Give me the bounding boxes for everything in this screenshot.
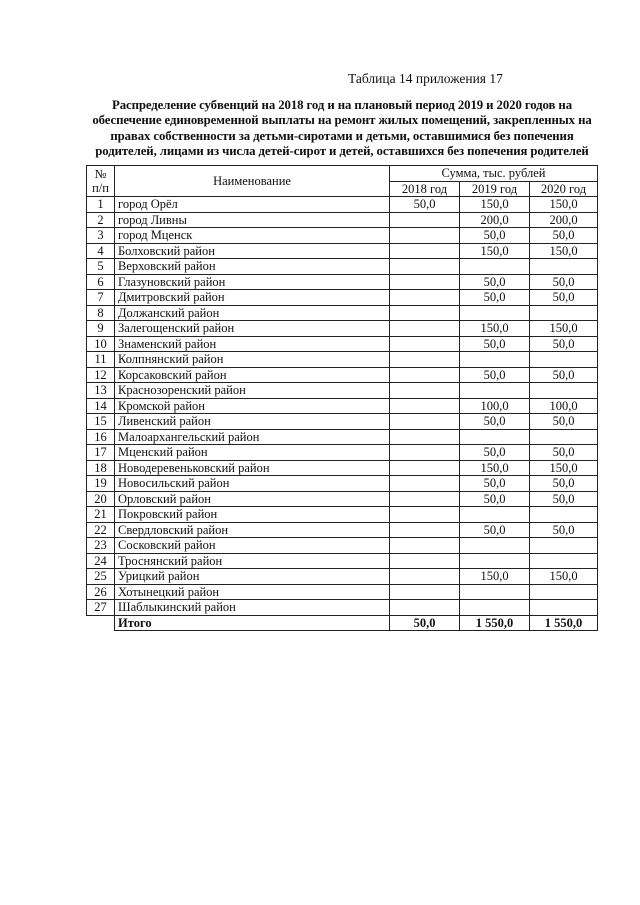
row-name: Знаменский район <box>115 336 390 352</box>
table-row <box>87 274 598 290</box>
row-name: Троснянский район <box>115 553 390 569</box>
table-row <box>87 600 598 616</box>
row-value-2018 <box>390 321 460 337</box>
row-value-2020 <box>530 259 598 275</box>
table-body <box>87 197 598 616</box>
row-number: 16 <box>87 429 115 445</box>
row-value-2020: 150,0 <box>530 197 598 213</box>
row-value-2020: 150,0 <box>530 569 598 585</box>
row-value-2019: 50,0 <box>460 414 530 430</box>
row-value-2019: 200,0 <box>460 212 530 228</box>
row-value-2019 <box>460 600 530 616</box>
table-row <box>87 352 598 368</box>
title-line: Распределение субвенций на 2018 год и на плановый период 2019 и 2020 годов на <box>112 98 572 112</box>
row-value-2018 <box>390 538 460 554</box>
subsidy-table <box>86 165 598 631</box>
row-value-2018 <box>390 414 460 430</box>
table-row <box>87 569 598 585</box>
row-value-2020: 50,0 <box>530 228 598 244</box>
table-row <box>87 259 598 275</box>
total-2018: 50,0 <box>390 615 460 631</box>
header-year-2018: 2018 год <box>390 181 460 197</box>
table-row <box>87 243 598 259</box>
row-value-2018 <box>390 445 460 461</box>
row-name: Болховский район <box>115 243 390 259</box>
row-value-2019: 50,0 <box>460 367 530 383</box>
row-value-2020 <box>530 553 598 569</box>
row-name: Верховский район <box>115 259 390 275</box>
table-row <box>87 336 598 352</box>
row-value-2018 <box>390 476 460 492</box>
row-value-2018 <box>390 569 460 585</box>
row-value-2020 <box>530 305 598 321</box>
row-name: Краснозоренский район <box>115 383 390 399</box>
document-title <box>86 98 598 159</box>
row-value-2018 <box>390 336 460 352</box>
header-number-abbr: п/п <box>92 181 109 195</box>
row-value-2019 <box>460 584 530 600</box>
row-number: 24 <box>87 553 115 569</box>
row-value-2019 <box>460 429 530 445</box>
total-row <box>87 615 598 631</box>
row-name: город Ливны <box>115 212 390 228</box>
row-name: Кромской район <box>115 398 390 414</box>
row-value-2018 <box>390 553 460 569</box>
title-line: обеспечение единовременной выплаты на ремонт жилых помещений, закрепленных на <box>92 113 592 128</box>
row-number: 22 <box>87 522 115 538</box>
row-value-2019: 50,0 <box>460 336 530 352</box>
row-name: Хотынецкий район <box>115 584 390 600</box>
table-row <box>87 460 598 476</box>
title-line: правах собственности за детьми-сиротами и детьми, оставшимися без попечения <box>110 128 574 143</box>
row-value-2019: 50,0 <box>460 445 530 461</box>
header-year-2019: 2019 год <box>460 181 530 197</box>
row-number: 21 <box>87 507 115 523</box>
row-value-2020: 150,0 <box>530 243 598 259</box>
row-value-2020: 50,0 <box>530 367 598 383</box>
row-value-2020 <box>530 352 598 368</box>
row-name: Корсаковский район <box>115 367 390 383</box>
row-value-2019: 150,0 <box>460 460 530 476</box>
table-row <box>87 398 598 414</box>
row-value-2019: 150,0 <box>460 243 530 259</box>
row-number: 2 <box>87 212 115 228</box>
table-row <box>87 476 598 492</box>
row-value-2018 <box>390 429 460 445</box>
total-2019: 1 550,0 <box>460 615 530 631</box>
row-name: Залегощенский район <box>115 321 390 337</box>
row-name: Новодеревеньковский район <box>115 460 390 476</box>
row-name: Покровский район <box>115 507 390 523</box>
row-number: 9 <box>87 321 115 337</box>
row-value-2018 <box>390 522 460 538</box>
row-value-2019: 150,0 <box>460 197 530 213</box>
table-row <box>87 491 598 507</box>
row-number: 3 <box>87 228 115 244</box>
row-value-2018 <box>390 600 460 616</box>
row-value-2020: 50,0 <box>530 274 598 290</box>
row-name: Должанский район <box>115 305 390 321</box>
table-row <box>87 507 598 523</box>
header-year-2020: 2020 год <box>530 181 598 197</box>
row-value-2020: 100,0 <box>530 398 598 414</box>
row-number: 12 <box>87 367 115 383</box>
table-row <box>87 212 598 228</box>
row-value-2019: 50,0 <box>460 491 530 507</box>
row-value-2020: 150,0 <box>530 321 598 337</box>
table-caption: Таблица 14 приложения 17 <box>348 71 503 86</box>
title-line: родителей, лицами из числа детей-сирот и детей, оставшихся без попечения родителей <box>95 143 589 158</box>
header-number-symbol: № <box>94 167 107 181</box>
table-row <box>87 553 598 569</box>
row-value-2019 <box>460 553 530 569</box>
table-row <box>87 538 598 554</box>
header-sum: Сумма, тыс. рублей <box>390 166 598 182</box>
row-value-2019: 150,0 <box>460 321 530 337</box>
row-value-2019: 50,0 <box>460 228 530 244</box>
row-value-2020 <box>530 600 598 616</box>
row-value-2019: 50,0 <box>460 476 530 492</box>
row-value-2019 <box>460 383 530 399</box>
row-name: Орловский район <box>115 491 390 507</box>
row-name: Новосильский район <box>115 476 390 492</box>
row-value-2018 <box>390 383 460 399</box>
row-value-2018 <box>390 243 460 259</box>
total-number-cell <box>87 615 115 631</box>
row-value-2018 <box>390 507 460 523</box>
row-number: 13 <box>87 383 115 399</box>
row-number: 4 <box>87 243 115 259</box>
row-number: 18 <box>87 460 115 476</box>
row-value-2020: 50,0 <box>530 476 598 492</box>
row-number: 7 <box>87 290 115 306</box>
row-number: 5 <box>87 259 115 275</box>
row-value-2020: 200,0 <box>530 212 598 228</box>
table-row <box>87 321 598 337</box>
row-value-2018 <box>390 274 460 290</box>
row-value-2020: 50,0 <box>530 336 598 352</box>
row-value-2020: 50,0 <box>530 290 598 306</box>
total-label: Итого <box>115 615 390 631</box>
row-value-2019 <box>460 259 530 275</box>
row-value-2020 <box>530 507 598 523</box>
row-value-2020: 50,0 <box>530 414 598 430</box>
row-name: Урицкий район <box>115 569 390 585</box>
row-number: 20 <box>87 491 115 507</box>
row-value-2020: 50,0 <box>530 522 598 538</box>
table-row <box>87 228 598 244</box>
table-row <box>87 445 598 461</box>
row-number: 26 <box>87 584 115 600</box>
row-value-2019 <box>460 352 530 368</box>
row-value-2019: 50,0 <box>460 522 530 538</box>
row-value-2019: 100,0 <box>460 398 530 414</box>
table-row <box>87 383 598 399</box>
row-value-2018 <box>390 228 460 244</box>
row-number: 11 <box>87 352 115 368</box>
row-name: Колпнянский район <box>115 352 390 368</box>
table-row <box>87 290 598 306</box>
row-name: Малоархангельский район <box>115 429 390 445</box>
row-name: Сосковский район <box>115 538 390 554</box>
table-row <box>87 367 598 383</box>
row-number: 23 <box>87 538 115 554</box>
row-value-2020: 50,0 <box>530 491 598 507</box>
row-value-2018 <box>390 367 460 383</box>
row-value-2020: 50,0 <box>530 445 598 461</box>
row-name: Глазуновский район <box>115 274 390 290</box>
header-name: Наименование <box>115 166 390 197</box>
row-number: 17 <box>87 445 115 461</box>
total-2020: 1 550,0 <box>530 615 598 631</box>
row-value-2018 <box>390 212 460 228</box>
row-value-2018 <box>390 460 460 476</box>
row-value-2020: 150,0 <box>530 460 598 476</box>
row-value-2020 <box>530 383 598 399</box>
row-value-2019 <box>460 305 530 321</box>
row-value-2019 <box>460 538 530 554</box>
row-value-2020 <box>530 429 598 445</box>
row-number: 19 <box>87 476 115 492</box>
row-name: город Мценск <box>115 228 390 244</box>
row-number: 6 <box>87 274 115 290</box>
row-value-2018 <box>390 352 460 368</box>
row-value-2018 <box>390 491 460 507</box>
table-row <box>87 429 598 445</box>
row-value-2019: 150,0 <box>460 569 530 585</box>
row-number: 10 <box>87 336 115 352</box>
table-row <box>87 197 598 213</box>
row-name: Шаблыкинский район <box>115 600 390 616</box>
header-number <box>87 166 115 197</box>
row-value-2018: 50,0 <box>390 197 460 213</box>
row-value-2018 <box>390 584 460 600</box>
row-value-2018 <box>390 259 460 275</box>
table-row <box>87 414 598 430</box>
row-value-2018 <box>390 398 460 414</box>
table-row <box>87 305 598 321</box>
row-number: 8 <box>87 305 115 321</box>
row-value-2020 <box>530 584 598 600</box>
row-value-2019: 50,0 <box>460 290 530 306</box>
row-name: Дмитровский район <box>115 290 390 306</box>
row-value-2020 <box>530 538 598 554</box>
table-row <box>87 522 598 538</box>
row-name: Свердловский район <box>115 522 390 538</box>
row-number: 14 <box>87 398 115 414</box>
row-name: Мценский район <box>115 445 390 461</box>
row-number: 1 <box>87 197 115 213</box>
row-name: город Орёл <box>115 197 390 213</box>
row-value-2018 <box>390 290 460 306</box>
row-name: Ливенский район <box>115 414 390 430</box>
table-row <box>87 584 598 600</box>
row-number: 15 <box>87 414 115 430</box>
row-value-2019 <box>460 507 530 523</box>
row-number: 27 <box>87 600 115 616</box>
row-value-2019: 50,0 <box>460 274 530 290</box>
row-value-2018 <box>390 305 460 321</box>
row-number: 25 <box>87 569 115 585</box>
